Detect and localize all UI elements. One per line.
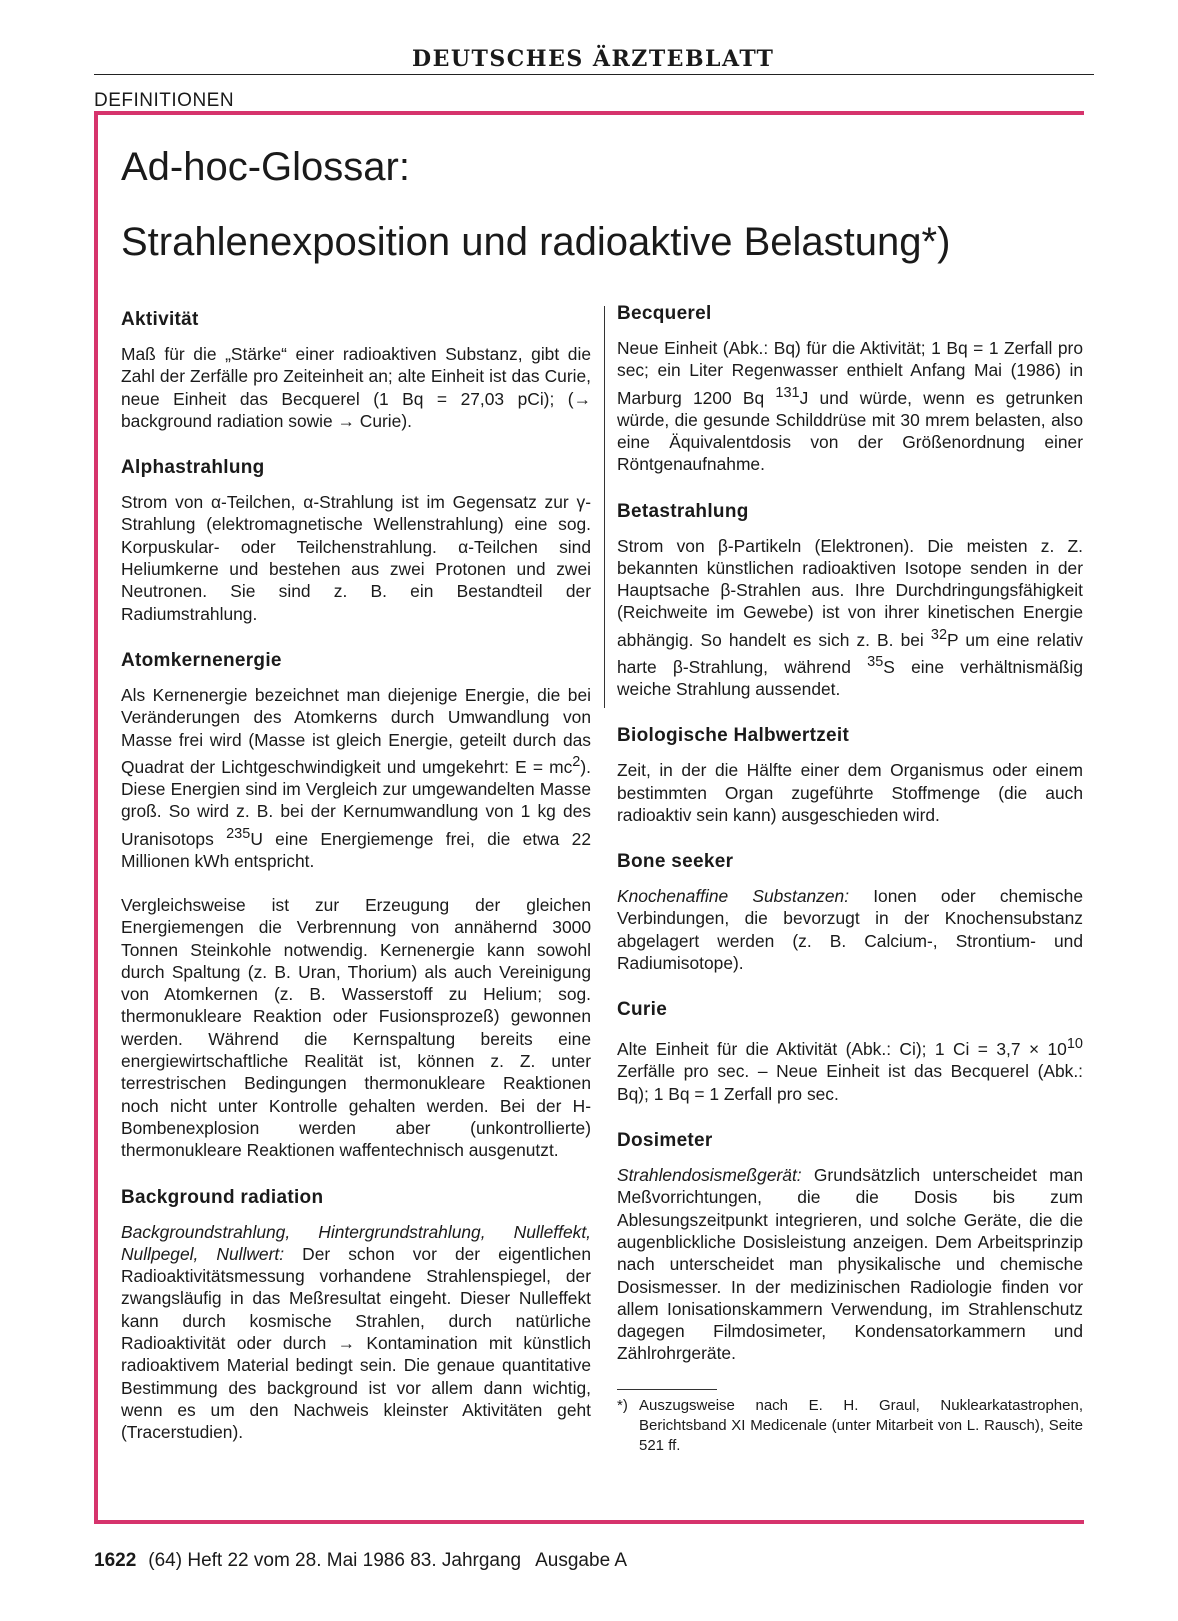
text-segment: Als Kernenergie bezeichnet man diejenige Energie, die bei Veränderungen des Atomkerns durch Umwandlung von Masse frei wird (Masse ist gleich Energie, geteilt durch das Quadrat der Lichtgeschwindigkeit und umgekehrt: E = mc [121,684,591,777]
term-heading: Aktivität [121,309,199,330]
text-segment: U eine Energiemenge frei, die etwa 22 Millionen kWh entspricht. [121,828,591,871]
entry-aktivitaet [121,308,591,432]
text-segment: Strom von β-Partikeln (Elektronen). Die meisten z. Z. bekannten künstlichen radioaktiven Isotope senden in der Hauptsache β-Strahlen aus. Ihre Durchdringungsfähigkeit (Reichweite im Gewebe) ist von ihrer kinetischen Energie abhängig. So handelt es sich z. B. bei [617,535,1083,650]
entry-atomkernenergie [121,649,591,1162]
title-line-2: Strahlenexposition und radioaktive Belastung*) [121,220,951,264]
term-heading: Alphastrahlung [121,457,265,479]
entry-bone-seeker [617,850,1083,974]
text-segment: J und würde, wenn es getrunken würde, die gesunde Schilddrüse mit 30 mrem belasten, also eine Äquivalentdosis von der Größenordnung einer Röntgenaufnahme. [617,387,1083,475]
term-heading: Biologische Halbwertzeit [617,725,850,747]
footnote-rule [617,1389,717,1390]
right-column [617,302,1083,1456]
definition-text: Maß für die „Stärke“ einer radioaktiven Substanz, gibt die Zahl der Zerfälle pro Zeiteinheit an; alte Einheit ist das Curie, neue Einheit das Becquerel (1 Bq = 27,03 pCi); (→ background radiation sowie → Curie). [121,344,591,431]
page-number: 1622 [94,1550,137,1571]
column-divider [604,306,605,708]
text-segment: P um eine relativ harte β-Strahlung, während [617,629,1083,677]
text-segment: ). Diese Energien sind im Vergleich zur umgewandelten Masse groß. So wird z. B. bei der Kernumwandlung von 1 kg des Uranisotops [121,756,591,849]
page-footer [94,1550,627,1572]
footnote-text: Auszugsweise nach E. H. Graul, Nuklearkatastrophen, Berichtsband XI Medicenale (unter Mitarbeit von L. Rausch), Seite 521 ff. [639,1396,1083,1454]
entry-dosimeter [617,1129,1083,1365]
footnote [617,1396,1083,1456]
text-segment: S eine verhältnismäßig weiche Strahlung aussendet. [617,656,1084,699]
term-heading: Atomkernenergie [121,649,282,671]
masthead-rule [94,74,1094,75]
section-label: DEFINITIONEN [94,90,235,111]
text-segment: Ionen oder chemische Verbindungen, die bevorzugt in der Knochensubstanz abgelagert werden (z. B. Calcium-, Strontium- und Radiumisotope). [617,886,1083,974]
definition-text [617,1164,1083,1365]
title-line-1: Ad-hoc-Glossar: [121,145,410,189]
entry-alphastrahlung [121,456,591,625]
definition-text [121,684,591,872]
definition-text [617,885,1083,974]
term-heading: Becquerel [617,303,712,324]
entry-biologische-halbwertzeit [617,724,1083,826]
superscript: 131 [775,384,800,401]
superscript: 35 [867,653,884,670]
definition-text [617,1033,1083,1105]
definition-text [121,1221,591,1444]
term-heading: Background radiation [121,1186,324,1208]
entry-background-radiation [121,1186,591,1444]
edition-info: Ausgabe A [535,1550,628,1571]
definition-text [617,535,1083,701]
entry-becquerel [617,302,1083,476]
term-heading: Bone seeker [617,851,734,873]
entry-betastrahlung [617,500,1083,701]
text-segment: Zerfälle pro sec. – Neue Einheit ist das Becquerel (Abk.: Bq); 1 Bq = 1 Zerfall pro sec. [617,1061,1083,1104]
entry-curie [617,998,1083,1105]
text-segment: Der schon vor der eigentlichen Radioaktivitätsmessung vorhandene Strahlenspiegel, der zwangsläufig in das Meßresultat eingeht. Dieser Nulleffekt kann durch kosmische Strahlen, durch natürliche Radioaktivität oder durch → Kontamination mit künstlich radioaktivem Material bedingt sein. Die genaue quantitative Bestimmung des background ist vor allem dann wichtig, wenn es um den Nachweis kleinster Aktivitäten geht (Tracerstudien). [121,1243,591,1443]
superscript: 2 [572,753,581,770]
left-column [121,308,591,1467]
definition-text: Zeit, in der die Hälfte einer dem Organismus oder einem bestimmten Organ zugeführte Stoffmenge (die auch radioaktiv sein kann) ausgeschieden wird. [617,760,1083,825]
definition-text-continued: Vergleichsweise ist zur Erzeugung der gleichen Energiemengen die Verbrennung von annähernd 3000 Tonnen Steinkohle notwendig. Kernenergie kann sowohl durch Spaltung (z. B. Uran, Thorium) als auch Vereinigung von Atomkernen (z. B. Wasserstoff zu Helium; sog. thermonukleare Reaktion oder Fusionsprozeß) gewonnen werden. Während die Kernspaltung bereits eine energiewirtschaftliche Realität ist, können z. Z. unter terrestrischen Bedingungen thermonukleare Reaktionen noch nicht unter Kontrolle gehalten werden. Bei der H-Bombenexplosion werden aber (unkontrollierte) thermonukleare Reaktionen waffentechnisch ausgenutzt. [121,894,591,1161]
text-segment: Neue Einheit (Abk.: Bq) für die Aktivität; 1 Bq = 1 Zerfall pro sec; ein Liter Regenwasser enthielt Anfang Mai (1986) in Marburg 1200 Bq [617,338,1083,408]
text-segment: Alte Einheit für die Aktivität (Abk.: Ci); 1 Ci = 3,7 × 10 [617,1039,1067,1060]
synonyms: Knochenaffine Substanzen: [617,886,850,907]
term-heading: Curie [617,999,668,1021]
definition-text [617,337,1083,476]
superscript: 32 [930,626,948,643]
synonyms: Strahlendosismeßgerät: [617,1165,802,1186]
text-segment: Grundsätzlich unterscheidet man Meßvorrichtungen, die die Dosis bis zum Ablesungszeitpunkt integrieren, und solche Geräte, die die augenblickliche Dosisleistung anzeigen. Dem Arbeitsprinzip nach unterscheidet man physikalische und chemische Dosismesser. In der medizinischen Radiologie finden vor allem Ionisationskammern Verwendung, im Strahlenschutz dagegen Filmdosimeter, Kondensatorkammern und Zählrohrgeräte. [617,1165,1083,1364]
synonyms: Backgroundstrahlung, Hintergrundstrahlung, Nulleffekt, Nullpegel, Nullwert: [121,1221,591,1264]
term-heading: Betastrahlung [617,500,749,522]
superscript: 10 [1066,1036,1083,1053]
term-heading: Dosimeter [617,1130,713,1152]
superscript: 235 [226,825,251,842]
masthead: DEUTSCHES ÄRZTEBLATT [412,46,775,72]
footnote-mark: *) [617,1396,628,1414]
issue-info: (64) Heft 22 vom 28. Mai 1986 83. Jahrgang [148,1550,522,1571]
definition-text: Strom von α-Teilchen, α-Strahlung ist im Gegensatz zur γ-Strahlung (elektromagnetische Wellenstrahlung) eine sog. Korpuskular- oder Teilchenstrahlung. α-Teilchen sind Heliumkerne und bestehen aus zwei Protonen und zwei Neutronen. Sie sind z. B. ein Bestandteil der Radiumstrahlung. [121,492,591,624]
